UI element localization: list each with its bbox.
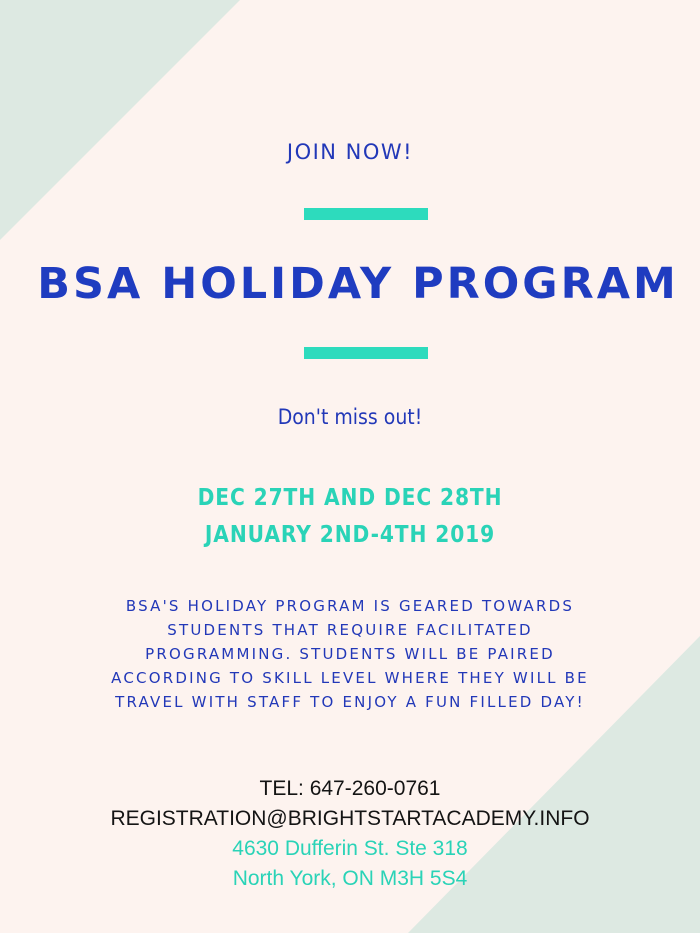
dont-miss-out-tagline: Don't miss out!: [277, 405, 423, 429]
contact-info: [0, 774, 700, 894]
address-line-1: 4630 Dufferin St. Ste 318: [232, 837, 468, 860]
program-title: BSA HOLIDAY PROGRAM: [37, 259, 679, 309]
phone-number: TEL: 647-260-0761: [259, 777, 441, 800]
bottom-accent-bar: [304, 347, 428, 359]
join-now-heading: JOIN NOW!: [286, 140, 414, 164]
address-line-2: North York, ON M3H 5S4: [232, 867, 468, 890]
date-line: JANUARY 2ND-4TH 2019: [204, 522, 496, 548]
description-line: TRAVEL WITH STAFF TO ENJOY A FUN FILLED DAY!: [115, 693, 585, 711]
description-line: ACCORDING TO SKILL LEVEL WHERE THEY WILL BE: [111, 669, 589, 687]
program-dates: [0, 480, 700, 554]
top-left-corner-triangle: [0, 0, 240, 240]
description-line: PROGRAMMING. STUDENTS WILL BE PAIRED: [145, 645, 555, 663]
date-line: DEC 27TH AND DEC 28TH: [197, 485, 503, 511]
description-line: BSA'S HOLIDAY PROGRAM IS GEARED TOWARDS: [125, 597, 575, 615]
registration-email: REGISTRATION@BRIGHTSTARTACADEMY.INFO: [110, 807, 590, 830]
description-line: STUDENTS THAT REQUIRE FACILITATED: [167, 621, 533, 639]
top-accent-bar: [304, 208, 428, 220]
program-description: [0, 594, 700, 714]
